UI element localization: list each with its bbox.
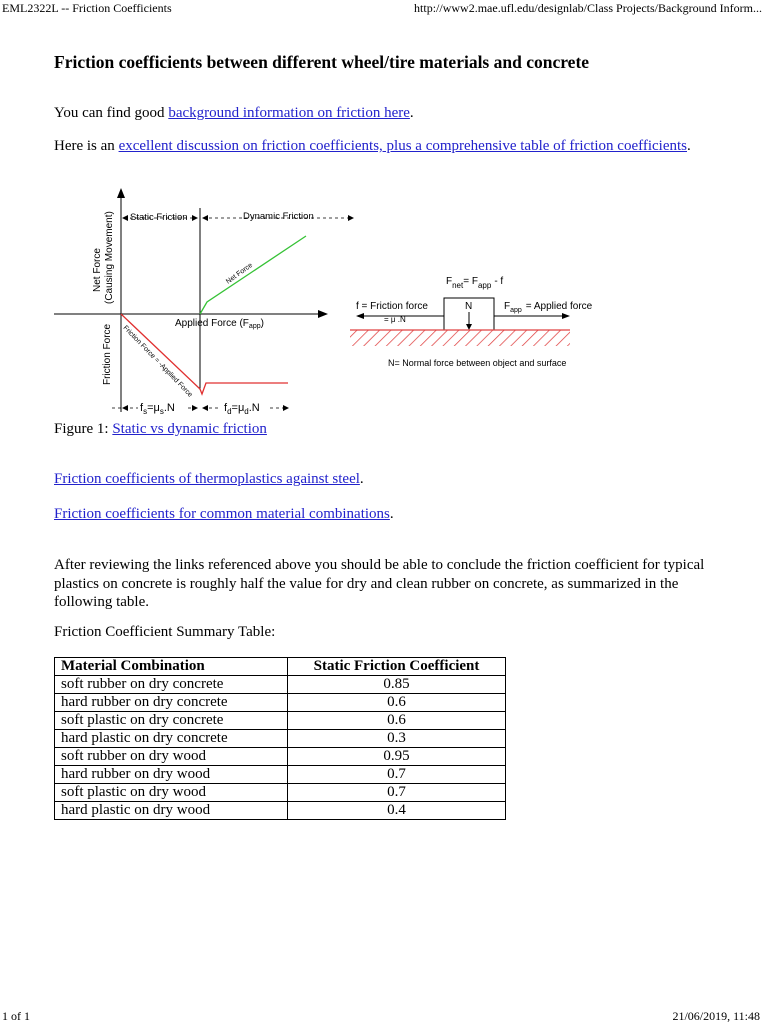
summary-label: Friction Coefficient Summary Table:	[54, 624, 276, 640]
fs-arrow-left	[122, 405, 128, 411]
friction-arrowhead	[356, 313, 364, 319]
static-friction-equation: $f_s=\mu_s.N$	[140, 402, 175, 416]
table-header-row	[55, 658, 506, 676]
friction-force-label: f = Friction force	[356, 301, 428, 312]
applied-force-arrowhead	[562, 313, 570, 319]
background-suffix: .	[409, 105, 414, 121]
material-cell: soft rubber on dry wood	[55, 748, 288, 766]
table-row	[55, 748, 506, 766]
static-coefficient-header: Static Friction Coefficient	[288, 658, 506, 676]
friction-figure	[54, 180, 614, 420]
review-paragraph: After reviewing the links referenced above you should be able to conclude the friction coefficient for typical plastics on concrete is roughly half the value for dry and clean rubber on concrete, as summarized in the following table.	[54, 557, 705, 610]
material-cell: soft plastic on dry concrete	[55, 712, 288, 730]
normal-force-label: N= Normal force between object and surface	[388, 358, 567, 368]
discussion-suffix: .	[687, 138, 691, 154]
applied-force-axis-label: Applied Force $(F_{app})$	[175, 318, 264, 330]
table-row	[55, 676, 506, 694]
friction-force-axis-label: Friction Force	[102, 323, 113, 385]
table-row	[55, 694, 506, 712]
coefficient-cell: 0.85	[288, 676, 506, 694]
mu-n-label: = μ .N	[384, 315, 406, 324]
material-cell: hard rubber on dry concrete	[55, 694, 288, 712]
discussion-paragraph	[54, 138, 691, 155]
print-footer-page: 1 of 1	[2, 1009, 30, 1023]
thermoplastics-paragraph	[54, 471, 364, 488]
causing-movement-label: (Causing Movement)	[104, 211, 115, 304]
coefficient-cell: 0.7	[288, 784, 506, 802]
background-prefix: You can find good	[54, 105, 169, 121]
dynamic-friction-equation: $f_d=\mu_d.N$	[224, 402, 260, 416]
print-header-url: http://www2.mae.ufl.edu/designlab/Class Projects/Background Inform...	[414, 1, 762, 15]
coefficient-cell: 0.95	[288, 748, 506, 766]
surface-hatch	[350, 330, 570, 346]
dynamic-arrow-left	[202, 215, 208, 221]
thermoplastics-link[interactable]: Friction coefficients of thermoplastics against steel	[54, 471, 360, 487]
coefficient-cell: 0.4	[288, 802, 506, 820]
net-force-line	[200, 236, 306, 314]
coefficient-cell: 0.7	[288, 766, 506, 784]
material-cell: hard rubber on dry wood	[55, 766, 288, 784]
fd-arrow-right	[283, 405, 289, 411]
coefficient-cell: 0.3	[288, 730, 506, 748]
material-combination-header: Material Combination	[55, 658, 288, 676]
material-cell: hard plastic on dry concrete	[55, 730, 288, 748]
figure-caption	[54, 421, 267, 438]
table-row	[55, 730, 506, 748]
table-row	[55, 712, 506, 730]
fd-arrow-left	[202, 405, 208, 411]
vertical-axis-arrow	[117, 188, 125, 198]
applied-force-label: $F_{app}$ = Applied force	[504, 301, 593, 314]
friction-summary-table	[54, 657, 506, 820]
static-arrow-right	[192, 215, 198, 221]
background-info-link[interactable]: background information on friction here	[168, 105, 410, 121]
dynamic-friction-label: Dynamic Friction	[243, 211, 314, 222]
material-cell: soft rubber on dry concrete	[55, 676, 288, 694]
friction-discussion-link[interactable]: excellent discussion on friction coefficients, plus a comprehensive table of friction coefficients	[118, 138, 687, 154]
page-title: Friction coefficients between different wheel/tire materials and concrete	[54, 52, 590, 72]
common-materials-suffix: .	[389, 506, 394, 522]
dynamic-arrow-right	[348, 215, 354, 221]
thermoplastics-suffix: .	[359, 471, 364, 487]
material-cell: soft plastic on dry wood	[55, 784, 288, 802]
print-header-title: EML2322L -- Friction Coefficients	[2, 1, 172, 15]
figure-caption-prefix: Figure 1:	[54, 421, 113, 437]
background-paragraph	[54, 105, 414, 122]
friction-graph	[54, 188, 354, 416]
table-row	[55, 802, 506, 820]
fnet-equation: $F_{net}= F_{app} - f$	[446, 276, 504, 290]
discussion-prefix: Here is an	[54, 138, 119, 154]
block-n-label: N	[465, 301, 473, 312]
coefficient-cell: 0.6	[288, 712, 506, 730]
block-diagram	[350, 276, 593, 368]
material-cell: hard plastic on dry wood	[55, 802, 288, 820]
friction-equals-applied-label: Friction Force = -Applied Force	[121, 324, 194, 399]
table-row	[55, 784, 506, 802]
common-materials-paragraph	[54, 506, 394, 523]
static-arrow-left	[122, 215, 128, 221]
coefficient-cell: 0.6	[288, 694, 506, 712]
print-footer-date: 21/06/2019, 11:48	[672, 1009, 760, 1023]
static-vs-dynamic-link[interactable]: Static vs dynamic friction	[112, 421, 267, 437]
horizontal-axis-arrow	[318, 310, 328, 318]
net-force-curve-label: Net Force	[225, 261, 255, 286]
table-row	[55, 766, 506, 784]
common-materials-link[interactable]: Friction coefficients for common material combinations	[54, 506, 390, 522]
static-friction-label: Static Friction	[130, 212, 188, 223]
net-force-axis-label: Net Force	[92, 248, 103, 292]
fs-arrow-right	[192, 405, 198, 411]
